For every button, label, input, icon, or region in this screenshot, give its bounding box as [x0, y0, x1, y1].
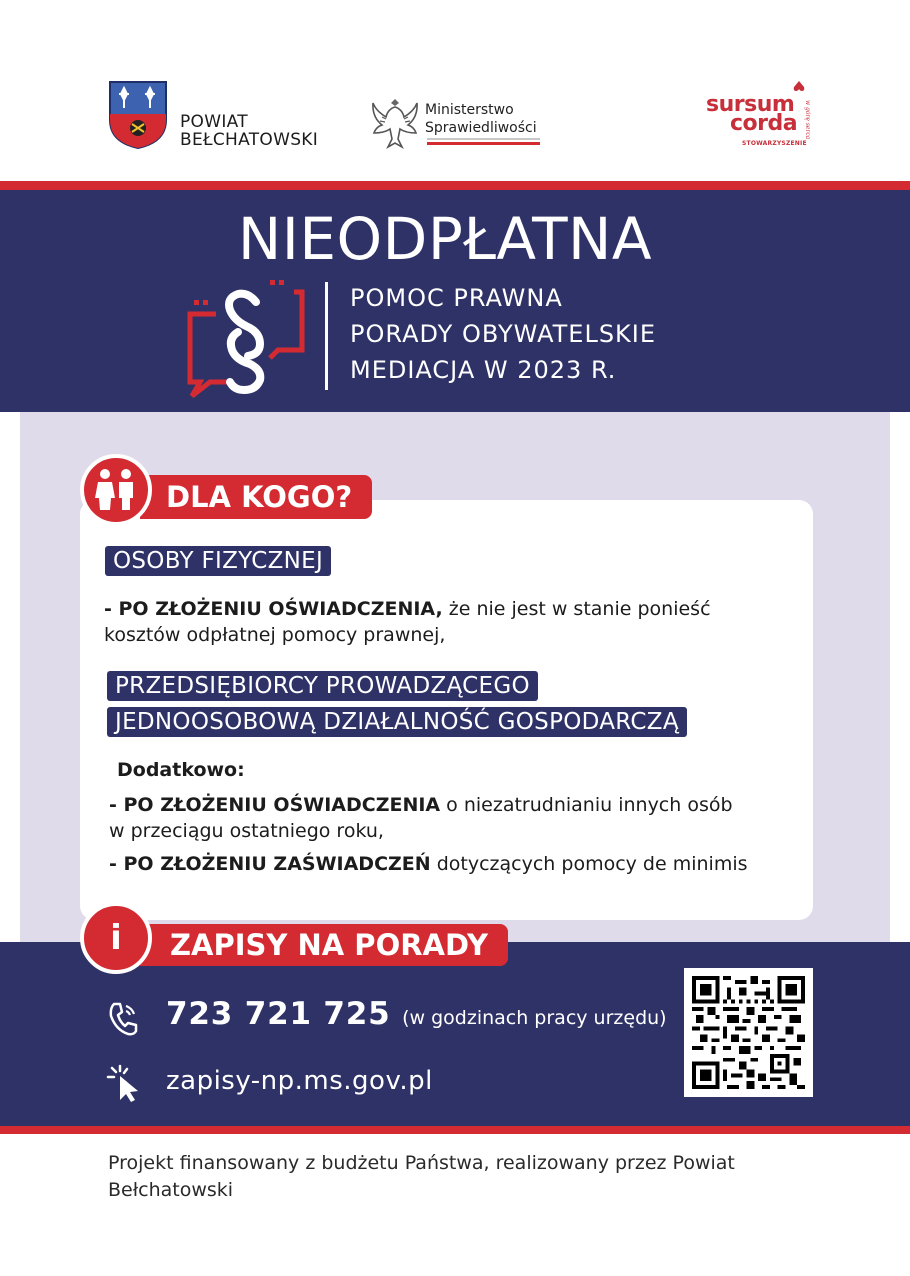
- signup-heading: ZAPISY NA PORADY: [140, 924, 508, 966]
- paragraph-law-icon: [186, 278, 306, 402]
- funding-note: Projekt finansowany z budżetu Państwa, realizowany przez Powiat Bełchatowski: [108, 1152, 735, 1201]
- heart-icon: [793, 80, 805, 92]
- sc-vertical: w górę serca: [804, 100, 811, 140]
- info-icon: i: [110, 918, 122, 958]
- subtitle-line-3: MEDIACJA W 2023 R.: [350, 356, 617, 384]
- individual-condition-rest: że nie jest w stanie ponieść: [442, 598, 711, 620]
- additionally-label: Dodatkowo:: [117, 759, 245, 781]
- flag-white-line: [427, 138, 540, 140]
- subtitle-line-2: PORADY OBYWATELSKIE: [350, 320, 657, 348]
- who-heading: DLA KOGO?: [140, 475, 372, 519]
- additional-condition-2: [109, 852, 748, 877]
- ms-line2: Sprawiedliwości: [425, 120, 537, 136]
- click-cursor-icon: [106, 1064, 144, 1104]
- sc-word2: corda: [730, 111, 798, 136]
- info-badge: [80, 902, 152, 974]
- people-badge: [80, 454, 152, 526]
- powiat-coat-of-arms-icon: [108, 80, 168, 150]
- phone-number[interactable]: [166, 996, 667, 1032]
- flag-red-line: [427, 142, 540, 145]
- additional-condition-1-rest: o niezatrudnianiu innych osób: [440, 794, 733, 816]
- powiat-belchatowski-logo: [108, 80, 338, 150]
- signup-url[interactable]: zapisy-np.ms.gov.pl: [166, 1066, 433, 1096]
- phone-icon: [106, 1000, 140, 1038]
- group-entrepreneur-2: JEDNOOSOBOWĄ DZIAŁALNOŚĆ GOSPODARCZĄ: [107, 707, 687, 737]
- group-individuals: OSOBY FIZYCZNEJ: [105, 546, 331, 576]
- group-entrepreneur-1: PRZEDSIĘBIORCY PROWADZĄCEGO: [107, 671, 538, 701]
- eagle-icon: [370, 95, 420, 151]
- subtitle-line-1: POMOC PRAWNA: [350, 284, 563, 312]
- qr-code-icon: [692, 976, 805, 1089]
- phone-note: (w godzinach pracy urzędu): [402, 1007, 667, 1029]
- powiat-line1: POWIAT: [180, 112, 248, 132]
- additional-condition-1-line2: w przeciągu ostatniego roku,: [109, 820, 384, 842]
- top-red-stripe: [0, 181, 910, 190]
- sc-small: STOWARZYSZENIE: [742, 140, 807, 147]
- individual-condition-line2: kosztów odpłatnej pomocy prawnej,: [104, 624, 446, 646]
- additional-condition-2-rest: dotyczących pomocy de minimis: [430, 853, 748, 875]
- additional-condition-1: [109, 793, 733, 818]
- individual-condition-bold: - PO ZŁOŻENIU OŚWIADCZENIA,: [104, 598, 443, 620]
- sursum-corda-logo: [700, 78, 820, 158]
- phone-number-text[interactable]: 723 721 725: [166, 996, 391, 1032]
- subtitle-divider: [325, 282, 328, 390]
- sc-word1: sursum: [706, 92, 795, 117]
- individual-condition: [104, 597, 711, 622]
- qr-code[interactable]: [684, 968, 813, 1097]
- bottom-red-stripe: [0, 1126, 910, 1134]
- ms-line1: Ministerstwo: [425, 102, 514, 118]
- people-icon: [84, 458, 148, 522]
- page-title: NIEODPŁATNA: [237, 205, 653, 273]
- additional-condition-1-bold: - PO ZŁOŻENIU OŚWIADCZENIA: [109, 794, 441, 816]
- ministerstwo-logo: [370, 95, 550, 155]
- additional-condition-2-bold: - PO ZŁOŻENIU ZAŚWIADCZEŃ: [109, 853, 431, 875]
- powiat-line2: BEŁCHATOWSKI: [180, 130, 319, 150]
